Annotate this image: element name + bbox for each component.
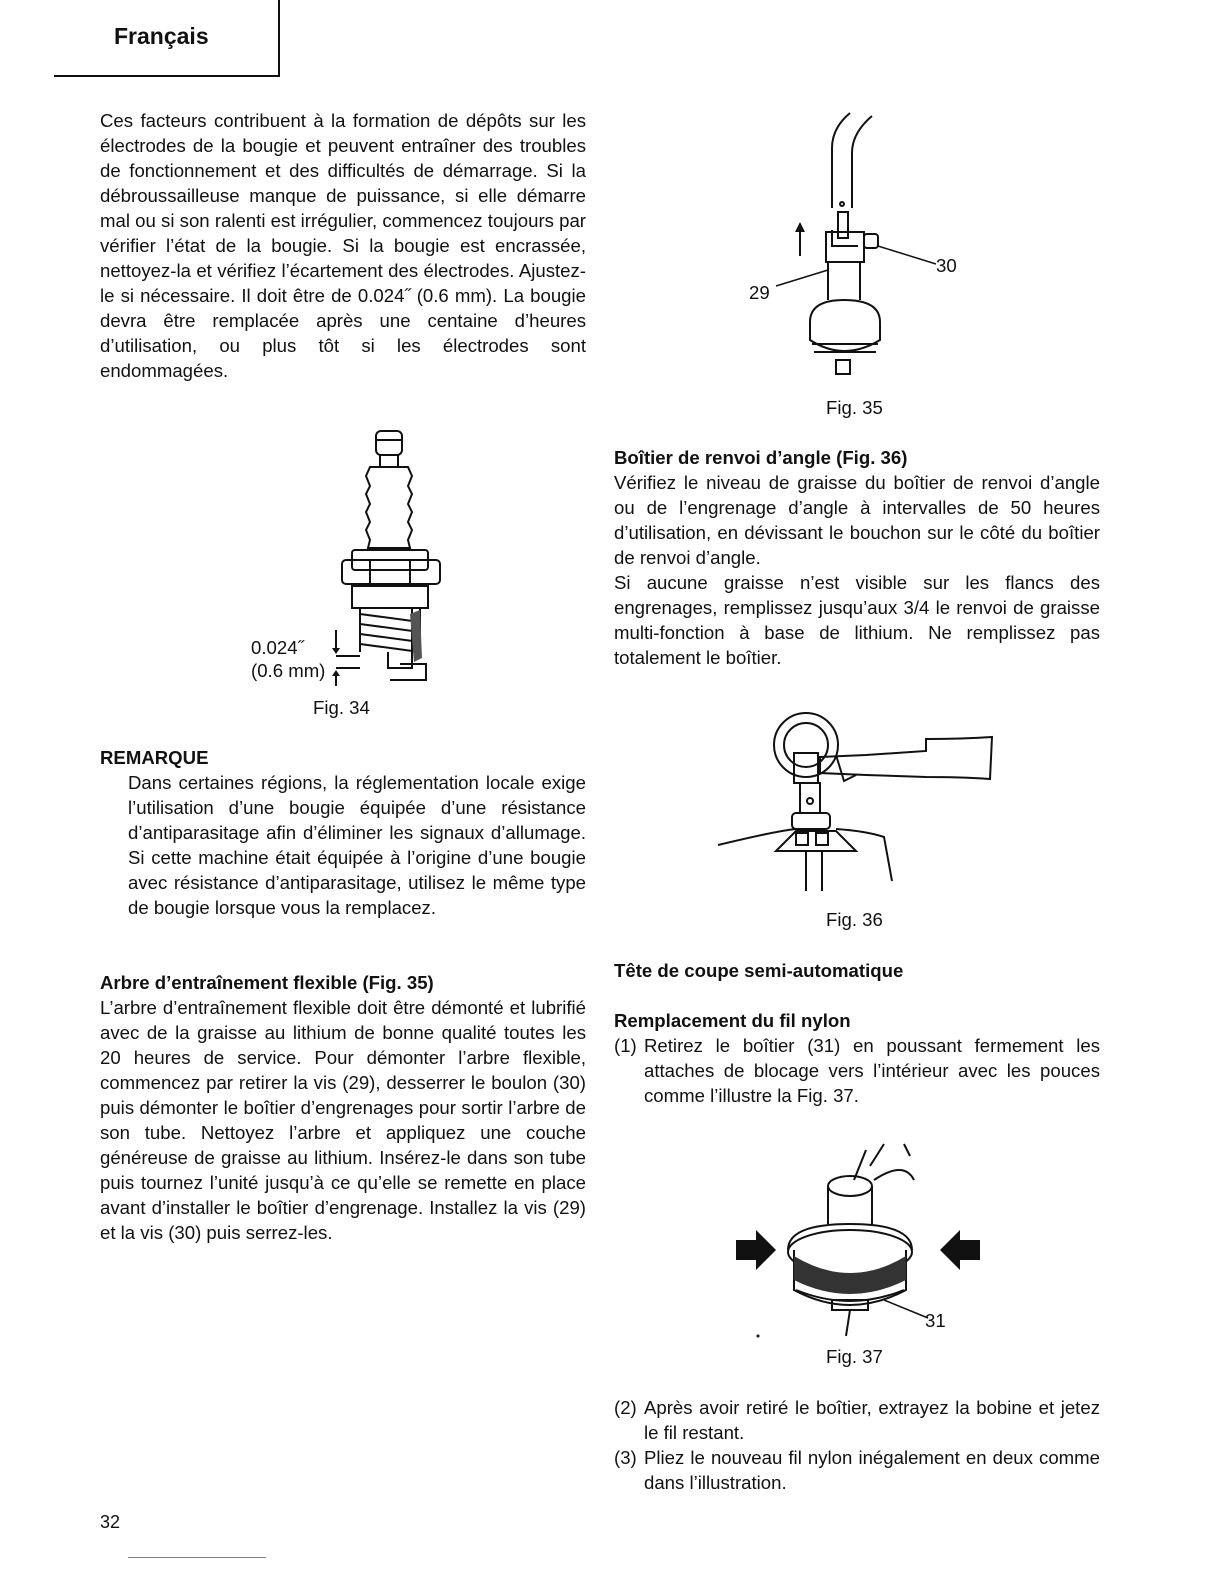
gearbox-paragraph-2: Si aucune graisse n’est visible sur les flancs des engrenages, remplissez jusqu’aux 3/4 le renvoi de graisse multi-fonction à base de lithium. Ne remplissez pas totalement le boîtier. — [614, 572, 1100, 668]
step-1 — [614, 1033, 1100, 1108]
step-2-text: Après avoir retiré le boîtier, extrayez la bobine et jetez le fil restant. — [644, 1397, 1100, 1443]
flex-shaft-title: Arbre d’entraînement flexible (Fig. 35) — [100, 972, 434, 993]
nylon-block — [614, 1008, 1100, 1108]
gearbox-paragraph-1: Vérifiez le niveau de graisse du boîtier de renvoi d’angle ou de l’engrenage d’angle à intervalles de 50 heures d’utilisation, en dévissant le bouchon sur le côté du boîtier de renvoi d’angle. — [614, 472, 1100, 568]
page-number: 32 — [100, 1512, 121, 1532]
fig37-caption: Fig. 37 — [826, 1346, 883, 1367]
language-label: Français — [114, 23, 209, 49]
intro-paragraph: Ces facteurs contribuent à la formation de dépôts sur les électrodes de la bougie et peuvent entraîner des troubles de fonctionnement et des difficultés de démarrage. Si la débroussailleuse manque de puissance, si elle démarre mal ou si son ralenti est irrégulier, commencez toujours par vérifier l’état de la bougie. Si la bougie est encrassée, nettoyez-la et vérifiez l’écartement des électrodes. Ajustez-le si nécessaire. Il doit être de 0.024˝ (0.6 mm). La bougie devra être remplacée après une centaine d’heures d’utilisation, ou plus tôt si les électrodes sont endommagées. — [100, 110, 586, 381]
step-2 — [614, 1395, 1100, 1445]
remark-block — [100, 745, 586, 920]
nylon-title: Remplacement du fil nylon — [614, 1010, 851, 1031]
flex-shaft-figure — [730, 108, 980, 388]
language-tab — [54, 0, 280, 77]
gap-value-inches: 0.024˝ — [251, 637, 304, 658]
flex-shaft-text: L’arbre d’entraînement flexible doit être démonté et lubrifié avec de la graisse au lithium de bonne qualité toutes les 20 heures de service. Pour démonter l’arbre flexible, commencez par retirer la vis (29), desserrer le boulon (30) puis démonter le boîtier d’engrenages pour sortir l’arbre de son tube. Nettoyez l’arbre et appliquez une couche généreuse de graisse au lithium. Insérez-le dans son tube puis tournez l’unité jusqu’à ce qu’elle se remette en place avant d’installer le boîtier d’engrenage. Installez la vis (29) et la vis (30) puis serrez-les. — [100, 997, 586, 1243]
step-1-number: (1) — [614, 1035, 637, 1056]
cutting-head-block — [614, 958, 1100, 983]
intro-paragraph-block — [100, 108, 586, 383]
spark-plug-figure — [330, 428, 450, 690]
step-3-number: (3) — [614, 1447, 637, 1468]
gearbox-block — [614, 445, 1100, 670]
fig36-caption: Fig. 36 — [826, 909, 883, 930]
gearbox-title: Boîtier de renvoi d’angle (Fig. 36) — [614, 447, 908, 468]
flex-shaft-block — [100, 970, 586, 1245]
cutting-head-figure — [734, 1140, 984, 1350]
label-30: 30 — [936, 255, 957, 276]
fig34-caption: Fig. 34 — [313, 697, 370, 718]
step-3 — [614, 1445, 1100, 1495]
footer-divider — [128, 1557, 266, 1558]
gearbox-figure — [716, 705, 996, 895]
cutting-head-title: Tête de coupe semi-automatique — [614, 960, 904, 981]
label-31: 31 — [925, 1310, 946, 1331]
fig35-caption: Fig. 35 — [826, 397, 883, 418]
remark-title: REMARQUE — [100, 747, 209, 768]
label-29: 29 — [749, 282, 770, 303]
step-1-text: Retirez le boîtier (31) en poussant fermement les attaches de blocage vers l’intérieur avec les pouces comme l’illustre la Fig. 37. — [644, 1035, 1100, 1106]
step-2-number: (2) — [614, 1397, 637, 1418]
step-3-text: Pliez le nouveau fil nylon inégalement en deux comme dans l’illustration. — [644, 1447, 1100, 1493]
gap-value-mm: (0.6 mm) — [251, 660, 326, 681]
steps-block — [614, 1395, 1100, 1495]
remark-text: Dans certaines régions, la réglementation locale exige l’utilisation d’une bougie équipée d’une résistance d’antiparasitage afin d’éliminer les signaux d’allumage. Si cette machine était équipée à l’origine d’une bougie avec résistance d’antiparasitage, utilisez le même type de bougie lorsque vous la remplacez. — [128, 772, 586, 918]
